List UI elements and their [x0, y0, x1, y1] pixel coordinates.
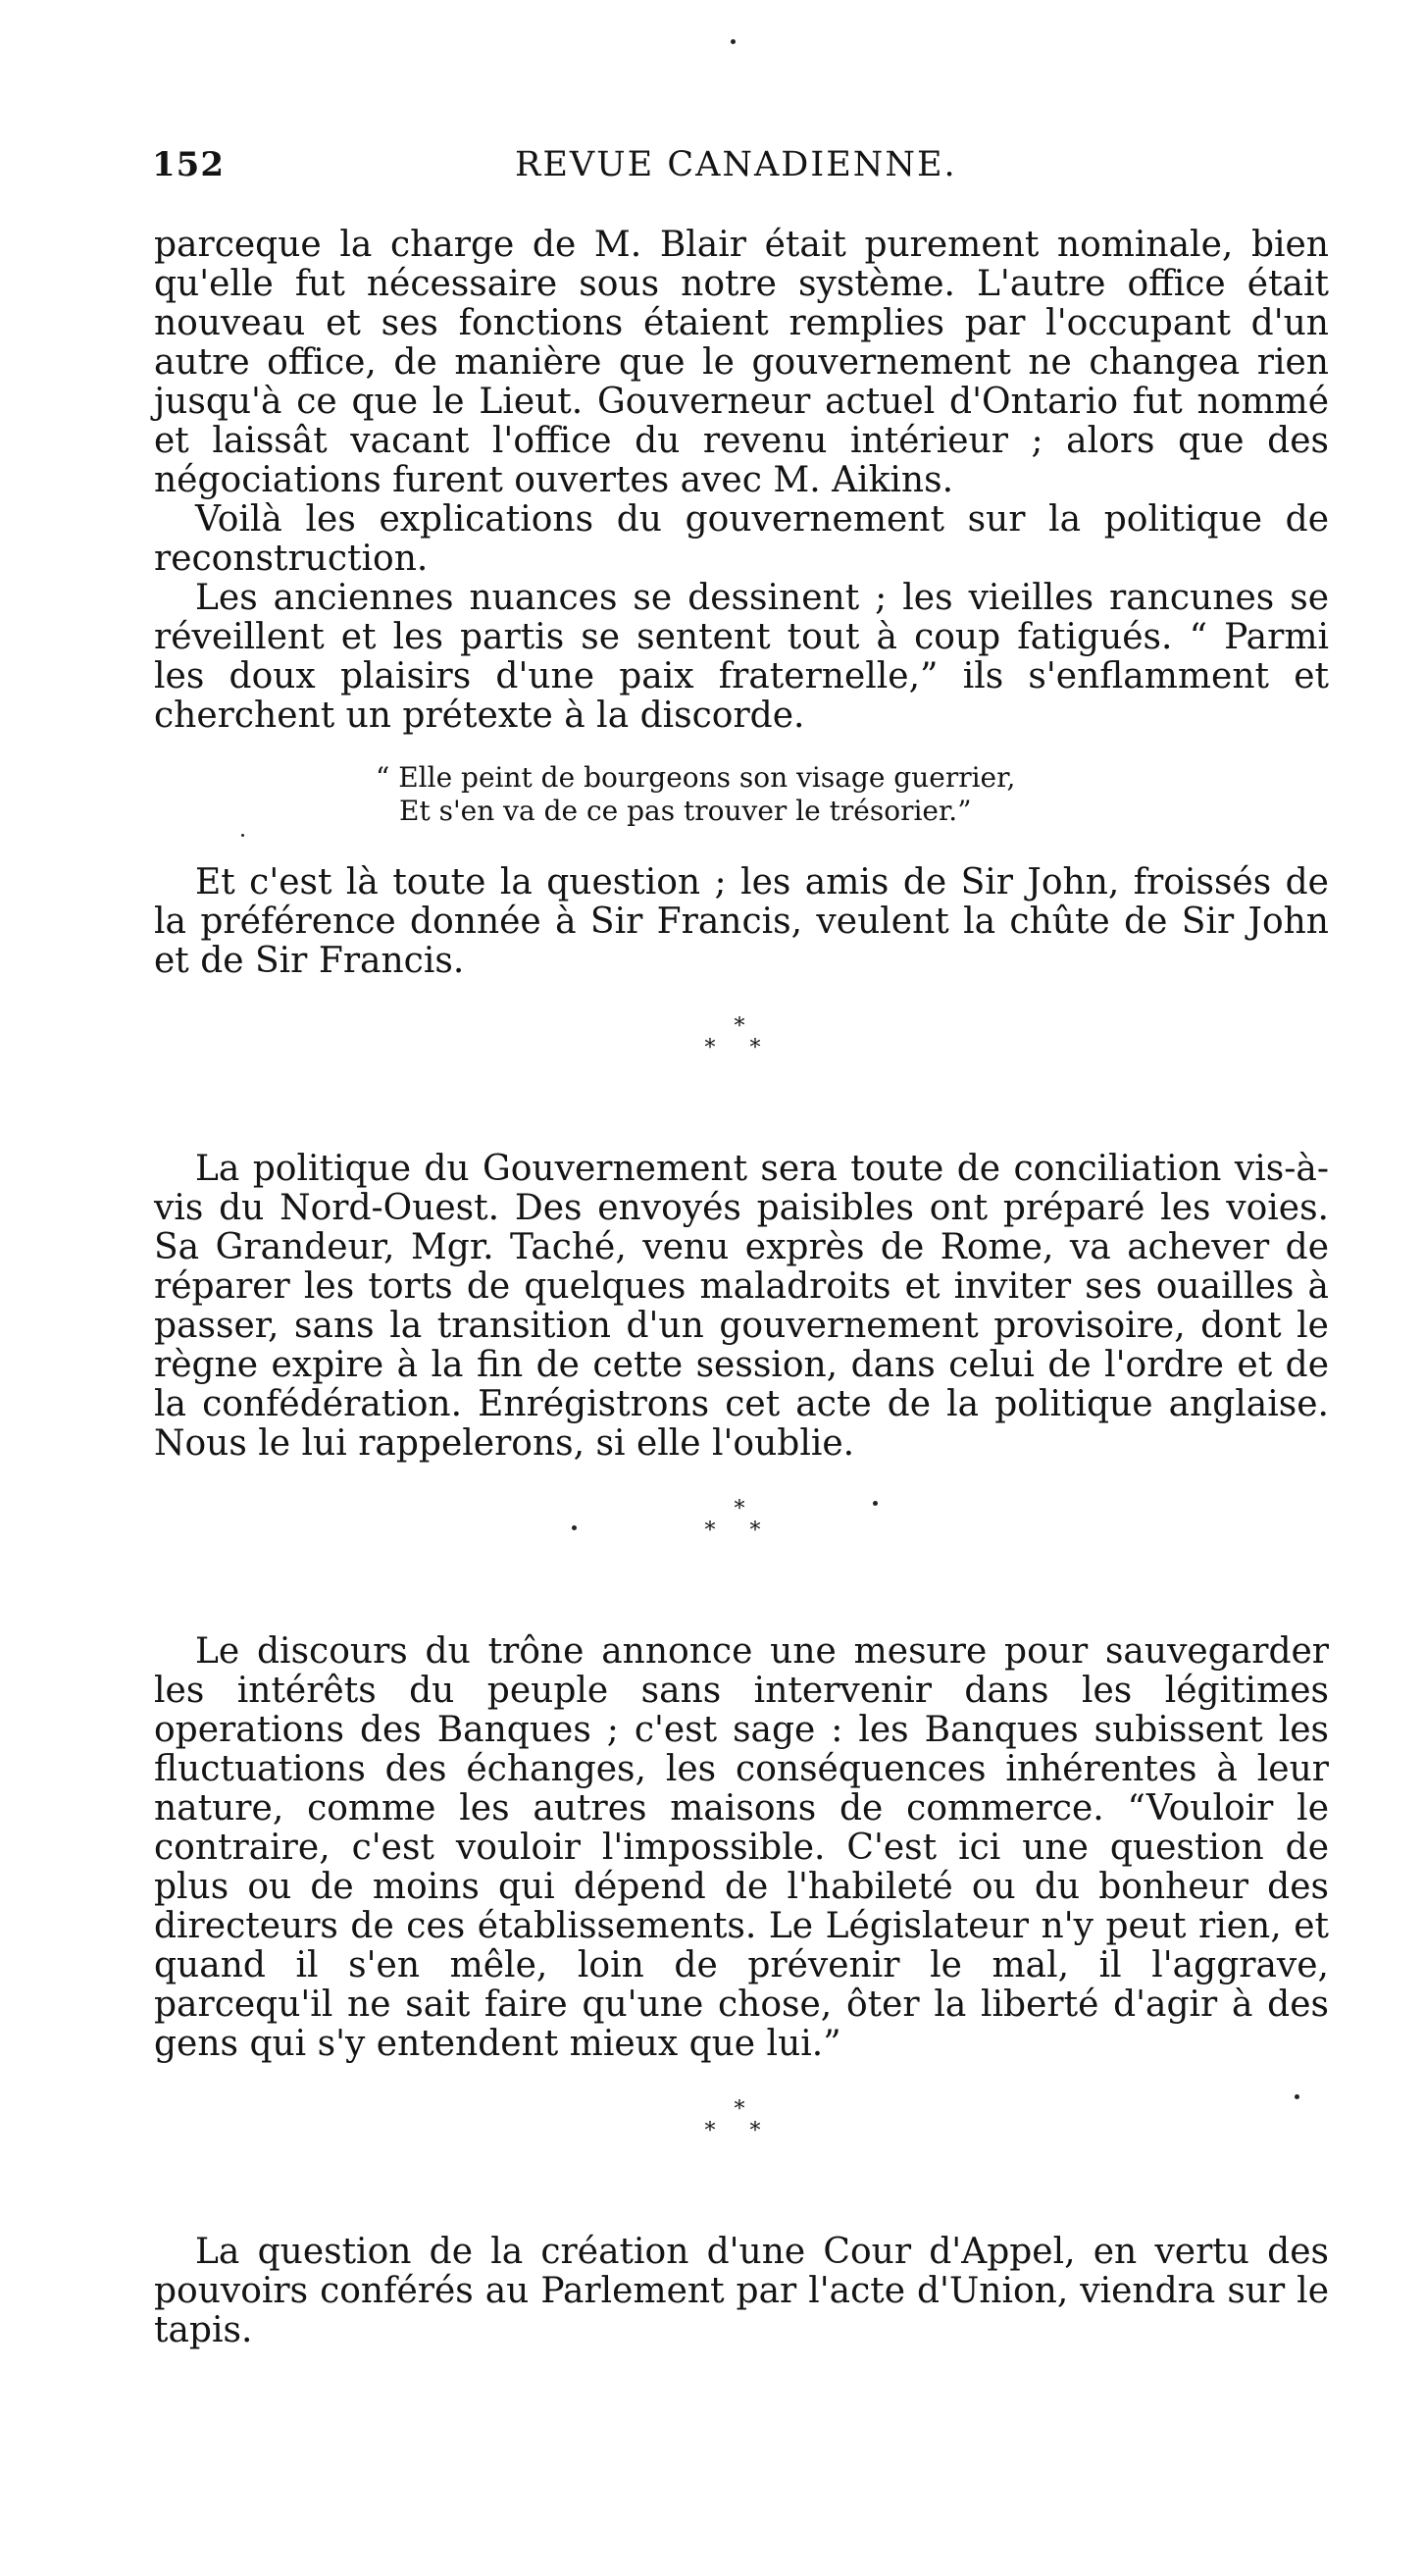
page-number: 152	[152, 145, 225, 184]
scan-speck	[1295, 2094, 1299, 2099]
scan-speck	[241, 834, 244, 837]
paragraph-3: Les anciennes nuances se dessinent ; les vieilles rancunes se réveillent et les partis se sentent tout à coup fatigués. “ Parmi les doux plaisirs d'une paix fraternelle,” ils s'enflamment et cherchent un prétexte à la discorde.	[154, 578, 1329, 736]
asterism-top-star: *	[734, 2097, 745, 2122]
scan-speck	[572, 1525, 577, 1530]
asterism-bottom-stars: * *	[704, 1036, 775, 1060]
scan-speck	[873, 1501, 878, 1506]
paragraph-4: Et c'est là toute la question ; les amis de Sir John, froissés de la préférence donnée à Sir Francis, veulent la chûte de Sir John et de Sir Francis.	[154, 862, 1329, 981]
verse-line-2: Et s'en va de ce pas trouver le trésorier.”	[399, 795, 972, 827]
paragraph-2: Voilà les explications du gouvernement sur la politique de reconstruction.	[154, 499, 1329, 579]
asterism-top-star: *	[734, 1014, 745, 1039]
asterism-top-star: *	[734, 1497, 745, 1521]
page-header	[152, 145, 1329, 194]
verse-line-1: “ Elle peint de bourgeons son visage guerrier,	[376, 761, 1016, 794]
asterism-bottom-stars: * *	[704, 2119, 775, 2143]
section-break-asterism-1	[154, 1016, 1329, 1103]
scan-speck	[731, 39, 736, 44]
paragraph-1: parceque la charge de M. Blair était purement nominale, bien qu'elle fut nécessaire sous notre système. L'autre office était nouveau et ses fonctions étaient remplies par l'occupant d'un autre office, de manière que le gouvernement ne changea rien jusqu'à ce que le Lieut. Gouverneur actuel d'Ontario fut nommé et laissât vacant l'office du revenu intérieur ; alors que des négociations furent ouvertes avec M. Aikins.	[154, 225, 1329, 500]
section-break-asterism-2	[154, 1499, 1329, 1585]
paragraph-7: La question de la création d'une Cour d'Appel, en vertu des pouvoirs conférés au Parlement par l'acte d'Union, viendra sur le tapis.	[154, 2232, 1329, 2350]
verse-quotation	[376, 761, 1329, 828]
section-break-asterism-3	[154, 2099, 1329, 2186]
running-head-title: REVUE CANADIENNE.	[515, 145, 957, 184]
page-body	[154, 226, 1329, 2350]
paragraph-5: La politique du Gouvernement sera toute de conciliation vis-à-vis du Nord-Ouest. Des envoyés paisibles ont préparé les voies. Sa Grandeur, Mgr. Taché, venu exprès de Rome, va achever de réparer les torts de quelques maladroits et inviter ses ouailles à passer, sans la transition d'un gouvernement provisoire, dont le règne expire à la fin de cette session, dans celui de l'ordre et de la confédération. Enrégistrons cet acte de la politique anglaise. Nous le lui rappelerons, si elle l'oublie.	[154, 1149, 1329, 1464]
asterism-bottom-stars: * *	[704, 1519, 775, 1543]
paragraph-6: Le discours du trône annonce une mesure pour sauvegarder les intérêts du peuple sans intervenir dans les légitimes operations des Banques ; c'est sage : les Banques subissent les fluctuations des échanges, les conséquences inhérentes à leur nature, comme les autres maisons de commerce. “Vouloir le contraire, c'est vouloir l'impossible. C'est ici une question de plus ou de moins qui dépend de l'habileté ou du bonheur des directeurs de ces établissements. Le Législateur n'y peut rien, et quand il s'en mêle, loin de prévenir le mal, il l'aggrave, parcequ'il ne sait faire qu'une chose, ôter la liberté d'agir à des gens qui s'y entendent mieux que lui.”	[154, 1631, 1329, 2064]
